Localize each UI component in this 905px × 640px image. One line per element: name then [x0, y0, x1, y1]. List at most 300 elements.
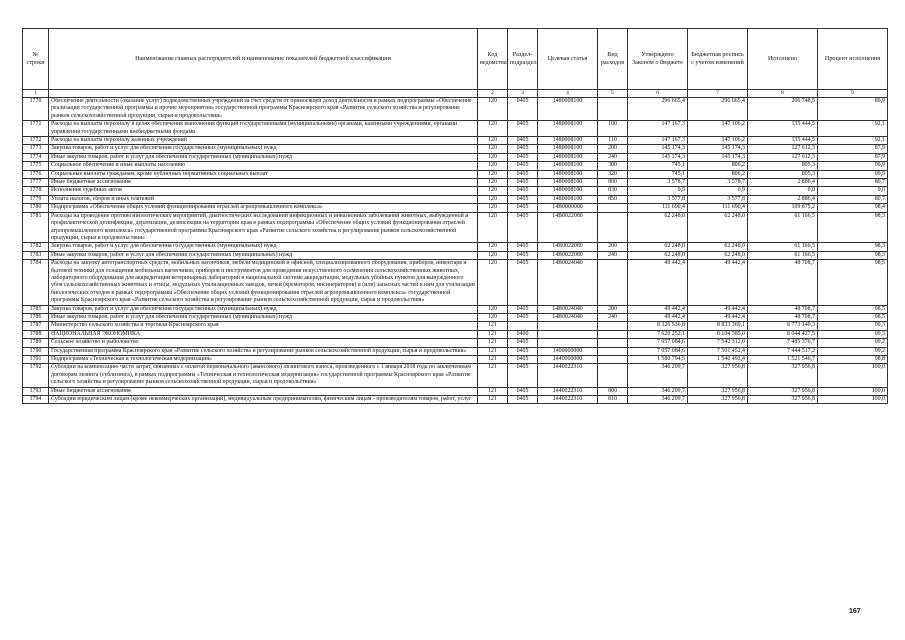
- table-row: [23, 364, 888, 387]
- percent-cell: 80,7: [818, 195, 888, 203]
- dept-code-cell: 120: [478, 305, 508, 313]
- expense-type-cell: [598, 98, 628, 121]
- approved-cell: 346 299,7: [628, 387, 688, 395]
- dept-code-cell: 121: [478, 356, 508, 364]
- row-number-cell: 1792: [23, 364, 49, 387]
- dept-code-cell: 120: [478, 162, 508, 170]
- percent-cell: 99,2: [818, 339, 888, 347]
- row-number-cell: 1775: [23, 162, 49, 170]
- approved-cell: 145 174,3: [628, 145, 688, 153]
- approved-cell: 7 057 084,6: [628, 347, 688, 355]
- table-header-row: [23, 29, 888, 90]
- budget-list-cell: 49 442,4: [688, 313, 748, 321]
- table-row: [23, 121, 888, 137]
- target-cell: [538, 322, 598, 330]
- budget-list-cell: 3 578,7: [688, 179, 748, 187]
- dept-code-cell: 120: [478, 153, 508, 161]
- table-row: [23, 322, 888, 330]
- target-cell: 1440022310: [538, 387, 598, 395]
- budget-list-cell: 7 542 312,0: [688, 339, 748, 347]
- executed-cell: 48 708,7: [748, 260, 818, 305]
- target-cell: 1440000000: [538, 356, 598, 364]
- executed-cell: 7 485 376,7: [748, 339, 818, 347]
- section-cell: 0405: [508, 153, 538, 161]
- row-name-cell: Сельское хозяйство и рыболовство: [49, 339, 478, 347]
- budget-list-cell: 62 248,0: [688, 243, 748, 251]
- header-dept-code: Код ведомства: [478, 29, 508, 90]
- expense-type-cell: [598, 260, 628, 305]
- budget-list-cell: 327 956,8: [688, 387, 748, 395]
- table-row: [23, 162, 888, 170]
- executed-cell: 7 444 517,2: [748, 347, 818, 355]
- row-number-cell: 1787: [23, 322, 49, 330]
- percent-cell: 87,9: [818, 153, 888, 161]
- expense-type-cell: 240: [598, 153, 628, 161]
- section-cell: 0405: [508, 313, 538, 321]
- section-cell: 0405: [508, 145, 538, 153]
- table-row: [23, 347, 888, 355]
- approved-cell: 62 248,0: [628, 251, 688, 259]
- row-name-cell: Подпрограмма «Обеспечение общих условий функционирования отраслей агропромышленного комплекса»: [49, 204, 478, 212]
- table-row: [23, 339, 888, 347]
- section-cell: 0405: [508, 212, 538, 243]
- expense-type-cell: 200: [598, 305, 628, 313]
- dept-code-cell: 120: [478, 243, 508, 251]
- percent-cell: 98,3: [818, 243, 888, 251]
- target-cell: 14B0022080: [538, 212, 598, 243]
- expense-type-cell: [598, 204, 628, 212]
- dept-code-cell: 121: [478, 396, 508, 404]
- target-cell: 1480008100: [538, 179, 598, 187]
- approved-cell: 8 326 536,8: [628, 322, 688, 330]
- section-cell: 0405: [508, 98, 538, 121]
- column-number: 4: [538, 90, 598, 98]
- column-number: 9: [818, 90, 888, 98]
- row-number-cell: 1794: [23, 396, 49, 404]
- row-name-cell: Расходы на выплаты персоналу казенных учреждений: [49, 137, 478, 145]
- budget-list-cell: 806,2: [688, 170, 748, 178]
- percent-cell: 99,9: [818, 162, 888, 170]
- approved-cell: 745,1: [628, 170, 688, 178]
- percent-cell: 80,7: [818, 179, 888, 187]
- expense-type-cell: [598, 322, 628, 330]
- budget-table: [22, 28, 888, 404]
- approved-cell: 3 578,7: [628, 179, 688, 187]
- header-percent: Процент исполнения: [818, 29, 888, 90]
- target-cell: 14B0000000: [538, 204, 598, 212]
- table-row: [23, 145, 888, 153]
- executed-cell: 135 444,5: [748, 121, 818, 137]
- dept-code-cell: 121: [478, 322, 508, 330]
- section-cell: 0405: [508, 243, 538, 251]
- target-cell: 14B0024040: [538, 260, 598, 305]
- dept-code-cell: 121: [478, 347, 508, 355]
- row-name-cell: Государственная программа Красноярского края «Развитие сельского хозяйства и регулирование рынков сельскохозяйственной продукции, сырья и продовольствия»: [49, 347, 478, 355]
- section-cell: 0400: [508, 330, 538, 338]
- expense-type-cell: 240: [598, 313, 628, 321]
- dept-code-cell: 120: [478, 187, 508, 195]
- executed-cell: 61 166,5: [748, 212, 818, 243]
- row-number-cell: 1779: [23, 195, 49, 203]
- percent-cell: 98,3: [818, 212, 888, 243]
- approved-cell: 147 167,3: [628, 137, 688, 145]
- budget-list-cell: 111 690,4: [688, 204, 748, 212]
- section-cell: 0405: [508, 339, 538, 347]
- target-cell: 1480008100: [538, 145, 598, 153]
- section-cell: [508, 322, 538, 330]
- section-cell: 0405: [508, 356, 538, 364]
- row-name-cell: Иные бюджетные ассигнования: [49, 387, 478, 395]
- table-row: [23, 170, 888, 178]
- row-number-cell: 1788: [23, 330, 49, 338]
- row-name-cell: Субсидии на компенсацию части затрат, связанных с оплатой первоначального (авансового) лизингового взноса, произведенного с 1 января 2018 года по заключенным договорам лизинга (сублизинга), в рамках подпрограммы «Техническая и технологическая модернизация» государственной программы Красноярского края «Развитие сельского хозяйства и регулирование рынков сельскохозяйственной продукции, сырья и продовольствия»: [49, 364, 478, 387]
- budget-list-cell: 296 665,4: [688, 98, 748, 121]
- row-name-cell: Обеспечение деятельности (оказание услуг) подведомственных учреждений за счет средств от приносящей доход деятельности в рамках подпрограммы «Обеспечение реализации государственной программы и прочие мероприятия» государственной программы Красноярского края «Развитие сельского хозяйства и регулирование рынков сельскохозяйственной продукции, сырья и продовольствия»: [49, 98, 478, 121]
- approved-cell: 49 442,4: [628, 305, 688, 313]
- dept-code-cell: 120: [478, 170, 508, 178]
- row-number-cell: 1789: [23, 339, 49, 347]
- expense-type-cell: 240: [598, 251, 628, 259]
- row-name-cell: Расходы на проведение противоэпизоотических мероприятий, диагностических исследований инфекционных и инвазионных заболеваний животных, выбужденной и профилактической дезинфекции, дератизации, дезинсекции на территории края в рамках подпрограммы «Обеспечение общих условий функционирования отраслей агропромышленного комплекса» государственной программы Красноярского края «Развитие сельского хозяйства и регулирование рынков сельскохозяйственной продукции, сырья и продовольствия»: [49, 212, 478, 243]
- target-cell: [538, 339, 598, 347]
- percent-cell: 98,5: [818, 305, 888, 313]
- percent-cell: 0,0: [818, 187, 888, 195]
- approved-cell: 0,9: [628, 187, 688, 195]
- approved-cell: 296 665,4: [628, 98, 688, 121]
- row-name-cell: Уплата налогов, сборов и иных платежей: [49, 195, 478, 203]
- executed-cell: 61 166,5: [748, 243, 818, 251]
- percent-cell: 99,3: [818, 330, 888, 338]
- executed-cell: 127 612,3: [748, 153, 818, 161]
- row-name-cell: Закупка товаров, работ и услуг для обеспечения государственных (муниципальных) нужд: [49, 243, 478, 251]
- approved-cell: 62 248,0: [628, 212, 688, 243]
- dept-code-cell: 121: [478, 330, 508, 338]
- row-number-cell: 1772: [23, 137, 49, 145]
- percent-cell: 89,9: [818, 98, 888, 121]
- dept-code-cell: 120: [478, 260, 508, 305]
- row-name-cell: Закупка товаров, работ и услуг для обеспечения государственных (муниципальных) нужд: [49, 145, 478, 153]
- header-executed: Исполнено: [748, 29, 818, 90]
- percent-cell: 99,2: [818, 347, 888, 355]
- table-row: [23, 387, 888, 395]
- column-number: 7: [688, 90, 748, 98]
- header-name: Наименование главных распорядителей и наименование показателей бюджетной классификации: [49, 29, 478, 90]
- executed-cell: 2 886,4: [748, 179, 818, 187]
- dept-code-cell: 120: [478, 145, 508, 153]
- expense-type-cell: 830: [598, 187, 628, 195]
- table-row: [23, 187, 888, 195]
- executed-cell: 1 521 546,7: [748, 356, 818, 364]
- section-cell: 0405: [508, 170, 538, 178]
- executed-cell: 61 166,5: [748, 251, 818, 259]
- budget-list-cell: 806,2: [688, 162, 748, 170]
- table-row: [23, 204, 888, 212]
- executed-cell: 327 956,8: [748, 364, 818, 387]
- target-cell: 1440022310: [538, 364, 598, 387]
- approved-cell: 62 248,0: [628, 243, 688, 251]
- row-name-cell: Расходы на закупку автотранспортных средств, мобильных вагончиков, мебели медицинской и офисной, специализированного оборудования, приборов, инвентаря и бытовой техники для оснащения мобильных вагончиков, приборов и инструментов для проведения искусственного осеменения сельскохозяйственных животных, лабораторного оборудования для аккредитации ветеринарных лабораторий в национальной системе аккредитации, модульных убойных пунктов для вынужденного убоя сельскохозяйственных животных и птицы, модульных утилизационных заводов, печей (крематоров, инсинераторов) и (или) запасных частей к ним для утилизации биологических отходов в рамках подпрограммы «Обеспечение общих условий функционирования отраслей агропромышленного комплекса» государственной программы Красноярского края «Развитие сельского хозяйства и регулирование рынков сельскохозяйственной продукции, сырья и продовольствия»: [49, 260, 478, 305]
- expense-type-cell: 800: [598, 387, 628, 395]
- percent-cell: 100,0: [818, 364, 888, 387]
- budget-list-cell: 8 104 585,0: [688, 330, 748, 338]
- executed-cell: 127 612,3: [748, 145, 818, 153]
- dept-code-cell: 120: [478, 98, 508, 121]
- table-row: [23, 251, 888, 259]
- target-cell: 1480008100: [538, 137, 598, 145]
- row-name-cell: Министерство сельского хозяйства и торговли Красноярского края: [49, 322, 478, 330]
- row-number-cell: 1786: [23, 313, 49, 321]
- budget-list-cell: 0,9: [688, 187, 748, 195]
- expense-type-cell: 320: [598, 170, 628, 178]
- dept-code-cell: 121: [478, 364, 508, 387]
- expense-type-cell: 200: [598, 145, 628, 153]
- budget-list-cell: 1 540 493,4: [688, 356, 748, 364]
- table-row: [23, 98, 888, 121]
- header-target: Целевая статья: [538, 29, 598, 90]
- approved-cell: 3 577,8: [628, 195, 688, 203]
- percent-cell: 99,9: [818, 170, 888, 178]
- approved-cell: 49 442,4: [628, 260, 688, 305]
- budget-list-cell: 8 833 369,1: [688, 322, 748, 330]
- table-row: [23, 153, 888, 161]
- header-section: Раздел-подраздел: [508, 29, 538, 90]
- target-cell: 1480008100: [538, 121, 598, 137]
- row-number-cell: 1776: [23, 170, 49, 178]
- row-number-cell: 1782: [23, 243, 49, 251]
- row-number-cell: 1780: [23, 204, 49, 212]
- row-name-cell: Социальные выплаты гражданам, кроме публичных нормативных социальных выплат: [49, 170, 478, 178]
- budget-list-cell: 147 106,2: [688, 137, 748, 145]
- section-cell: 0405: [508, 121, 538, 137]
- percent-cell: 98,5: [818, 260, 888, 305]
- executed-cell: 266 748,5: [748, 98, 818, 121]
- row-name-cell: Расходы на выплаты персоналу в целях обеспечения выполнения функций государственными (муниципальными) органами, казенными учреждениями, органами управления государственными внебюджетными фондами: [49, 121, 478, 137]
- budget-list-cell: 7 501 452,4: [688, 347, 748, 355]
- dept-code-cell: 120: [478, 212, 508, 243]
- expense-type-cell: [598, 212, 628, 243]
- approved-cell: 145 174,3: [628, 153, 688, 161]
- percent-cell: 98,4: [818, 204, 888, 212]
- table-row: [23, 356, 888, 364]
- budget-list-cell: 62 248,0: [688, 212, 748, 243]
- approved-cell: 346 299,7: [628, 396, 688, 404]
- percent-cell: 98,3: [818, 251, 888, 259]
- budget-list-cell: 145 174,3: [688, 145, 748, 153]
- table-row: [23, 179, 888, 187]
- dept-code-cell: 120: [478, 121, 508, 137]
- expense-type-cell: [598, 339, 628, 347]
- table-row: [23, 396, 888, 404]
- row-number-cell: 1784: [23, 260, 49, 305]
- executed-cell: 48 708,7: [748, 313, 818, 321]
- table-row: [23, 137, 888, 145]
- row-name-cell: НАЦИОНАЛЬНАЯ ЭКОНОМИКА: [49, 330, 478, 338]
- approved-cell: 745,1: [628, 162, 688, 170]
- approved-cell: 7 057 084,6: [628, 339, 688, 347]
- budget-list-cell: 327 956,8: [688, 396, 748, 404]
- expense-type-cell: 200: [598, 243, 628, 251]
- table-row: [23, 313, 888, 321]
- executed-cell: 2 886,4: [748, 195, 818, 203]
- section-cell: 0405: [508, 204, 538, 212]
- section-cell: 0405: [508, 260, 538, 305]
- executed-cell: 8 044 427,5: [748, 330, 818, 338]
- budget-list-cell: 49 442,4: [688, 260, 748, 305]
- executed-cell: 805,3: [748, 170, 818, 178]
- row-number-cell: 1771: [23, 121, 49, 137]
- dept-code-cell: 121: [478, 387, 508, 395]
- budget-list-cell: 62 248,0: [688, 251, 748, 259]
- table-row: [23, 243, 888, 251]
- executed-cell: 109 875,2: [748, 204, 818, 212]
- percent-cell: 99,3: [818, 322, 888, 330]
- dept-code-cell: 120: [478, 137, 508, 145]
- header-exp-type: Вид расходов: [598, 29, 628, 90]
- row-number-cell: 1791: [23, 356, 49, 364]
- expense-type-cell: 850: [598, 195, 628, 203]
- dept-code-cell: 120: [478, 204, 508, 212]
- budget-list-cell: 3 577,8: [688, 195, 748, 203]
- target-cell: 14B0024040: [538, 305, 598, 313]
- expense-type-cell: 810: [598, 396, 628, 404]
- row-name-cell: Закупка товаров, работ и услуг для обеспечения государственных (муниципальных) нужд: [49, 305, 478, 313]
- target-cell: 1400000000: [538, 347, 598, 355]
- dept-code-cell: 120: [478, 179, 508, 187]
- row-number-cell: 1790: [23, 347, 49, 355]
- section-cell: 0405: [508, 195, 538, 203]
- column-number: 5: [598, 90, 628, 98]
- row-name-cell: Субсидии юридическим лицам (кроме некоммерческих организаций), индивидуальным предпринимателям, физическим лицам - производителям товаров, работ, услуг: [49, 396, 478, 404]
- target-cell: 1480008100: [538, 195, 598, 203]
- row-number-cell: 1781: [23, 212, 49, 243]
- percent-cell: 100,0: [818, 387, 888, 395]
- percent-cell: 98,5: [818, 313, 888, 321]
- executed-cell: 8 773 140,3: [748, 322, 818, 330]
- budget-list-cell: 145 174,3: [688, 153, 748, 161]
- row-number-cell: 1774: [23, 153, 49, 161]
- expense-type-cell: 800: [598, 179, 628, 187]
- target-cell: 1480008100: [538, 187, 598, 195]
- budget-list-cell: 49 442,4: [688, 305, 748, 313]
- header-budget-list: Бюджетная роспись с учетом изменений: [688, 29, 748, 90]
- approved-cell: 111 690,4: [628, 204, 688, 212]
- executed-cell: 327 956,8: [748, 387, 818, 395]
- dept-code-cell: 120: [478, 313, 508, 321]
- dept-code-cell: 120: [478, 195, 508, 203]
- row-name-cell: Иные закупки товаров, работ и услуг для обеспечения государственных (муниципальных) нужд: [49, 153, 478, 161]
- dept-code-cell: 120: [478, 251, 508, 259]
- table-row: [23, 305, 888, 313]
- row-number-cell: 1773: [23, 145, 49, 153]
- expense-type-cell: [598, 330, 628, 338]
- section-cell: 0405: [508, 162, 538, 170]
- percent-cell: 92,1: [818, 137, 888, 145]
- target-cell: 1480008100: [538, 153, 598, 161]
- table-row: [23, 195, 888, 203]
- table-body: [23, 98, 888, 404]
- section-cell: 0405: [508, 187, 538, 195]
- row-number-cell: 1785: [23, 305, 49, 313]
- executed-cell: 135 444,5: [748, 137, 818, 145]
- column-number: 8: [748, 90, 818, 98]
- column-number: 2: [478, 90, 508, 98]
- dept-code-cell: 121: [478, 339, 508, 347]
- expense-type-cell: 100: [598, 121, 628, 137]
- executed-cell: 805,3: [748, 162, 818, 170]
- expense-type-cell: [598, 347, 628, 355]
- section-cell: 0405: [508, 396, 538, 404]
- row-name-cell: Иные закупки товаров, работ и услуг для обеспечения государственных (муниципальных) нужд: [49, 313, 478, 321]
- approved-cell: 1 580 794,5: [628, 356, 688, 364]
- row-number-cell: 1783: [23, 251, 49, 259]
- row-name-cell: Иные бюджетные ассигнования: [49, 179, 478, 187]
- expense-type-cell: [598, 364, 628, 387]
- row-number-cell: 1770: [23, 98, 49, 121]
- target-cell: [538, 330, 598, 338]
- target-cell: 1480008100: [538, 98, 598, 121]
- row-number-cell: 1778: [23, 187, 49, 195]
- target-cell: 1480008100: [538, 170, 598, 178]
- budget-list-cell: 327 956,8: [688, 364, 748, 387]
- table-row: [23, 212, 888, 243]
- table-row: [23, 330, 888, 338]
- executed-cell: 0,0: [748, 187, 818, 195]
- column-number-row: [23, 90, 888, 98]
- expense-type-cell: 110: [598, 137, 628, 145]
- section-cell: 0405: [508, 179, 538, 187]
- section-cell: 0405: [508, 137, 538, 145]
- section-cell: 0405: [508, 251, 538, 259]
- column-number: [49, 90, 478, 98]
- row-number-cell: 1793: [23, 387, 49, 395]
- table-row: [23, 260, 888, 305]
- target-cell: 1440022310: [538, 396, 598, 404]
- header-approved: Утверждено Законом о бюджете: [628, 29, 688, 90]
- column-number: 1: [23, 90, 49, 98]
- target-cell: 14B0022080: [538, 243, 598, 251]
- column-number: 6: [628, 90, 688, 98]
- row-name-cell: Социальное обеспечение и иные выплаты населению: [49, 162, 478, 170]
- row-name-cell: Подпрограмма «Техническая и технологическая модернизация»: [49, 356, 478, 364]
- percent-cell: 87,9: [818, 145, 888, 153]
- percent-cell: 98,8: [818, 356, 888, 364]
- expense-type-cell: [598, 356, 628, 364]
- executed-cell: 48 708,7: [748, 305, 818, 313]
- page-number: 167: [849, 608, 861, 615]
- section-cell: 0405: [508, 387, 538, 395]
- section-cell: 0405: [508, 305, 538, 313]
- percent-cell: 92,1: [818, 121, 888, 137]
- section-cell: 0405: [508, 364, 538, 387]
- executed-cell: 327 956,8: [748, 396, 818, 404]
- budget-report-sheet: [22, 28, 887, 404]
- approved-cell: 49 442,4: [628, 313, 688, 321]
- row-name-cell: Исполнение судебных актов: [49, 187, 478, 195]
- target-cell: 1480008100: [538, 162, 598, 170]
- section-cell: 0405: [508, 347, 538, 355]
- target-cell: 14B0022080: [538, 251, 598, 259]
- budget-list-cell: 147 106,2: [688, 121, 748, 137]
- expense-type-cell: 300: [598, 162, 628, 170]
- percent-cell: 100,0: [818, 396, 888, 404]
- approved-cell: 7 620 252,1: [628, 330, 688, 338]
- approved-cell: 147 167,3: [628, 121, 688, 137]
- approved-cell: 346 299,7: [628, 364, 688, 387]
- column-number: 3: [508, 90, 538, 98]
- target-cell: 14B0024040: [538, 313, 598, 321]
- row-number-cell: 1777: [23, 179, 49, 187]
- row-name-cell: Иные закупки товаров, работ и услуг для обеспечения государственных (муниципальных) нужд: [49, 251, 478, 259]
